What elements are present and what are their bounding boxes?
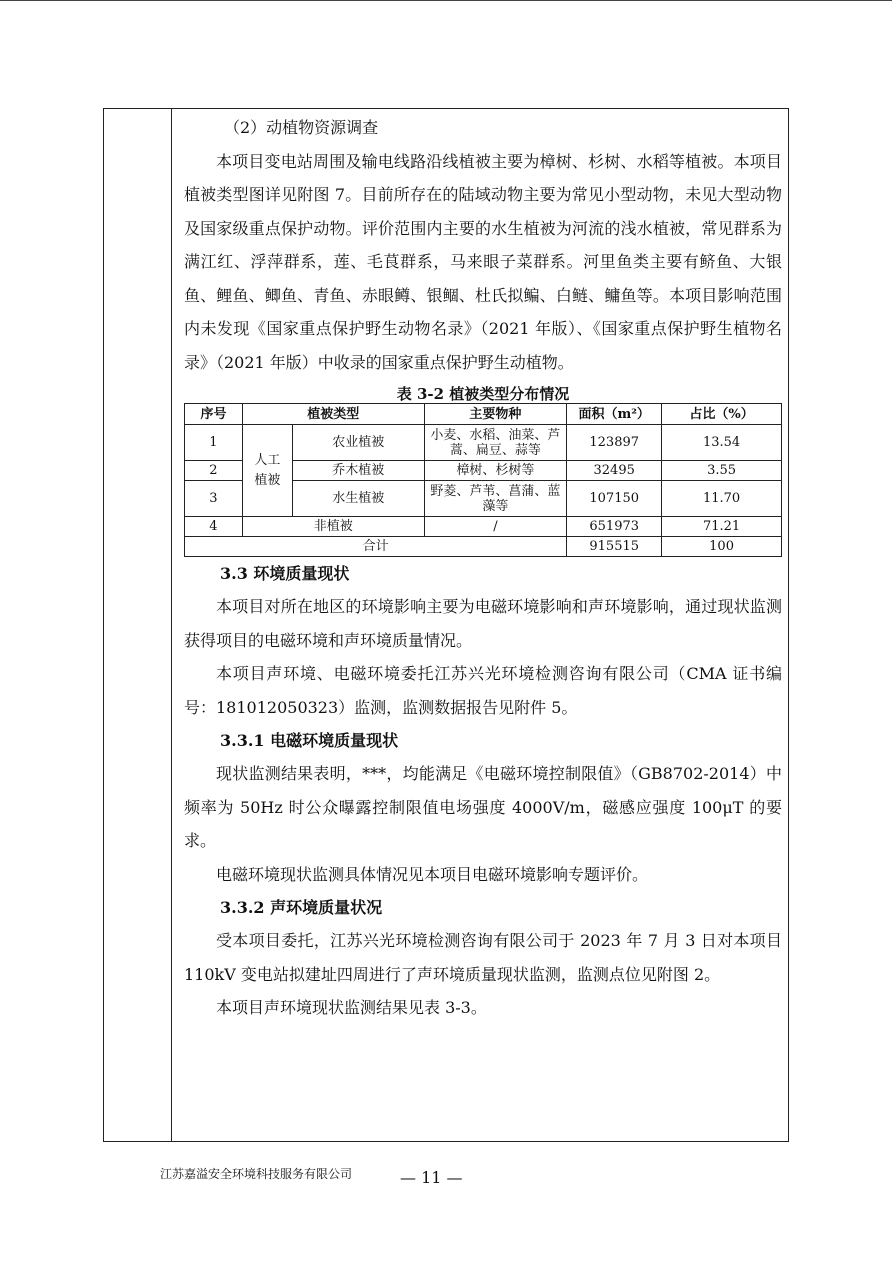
cell-species: 野菱、芦苇、菖蒲、蓝藻等 — [424, 481, 567, 517]
subsection-title: （2）动植物资源调查 — [224, 118, 379, 137]
cell-type: 乔木植被 — [292, 461, 424, 481]
cell-type: 农业植被 — [292, 425, 424, 461]
top-rule — [0, 0, 892, 1]
cell-area: 123897 — [567, 425, 662, 461]
cell-type: 非植被 — [242, 517, 424, 537]
header-type: 植被类型 — [242, 404, 424, 425]
cell-type: 水生植被 — [292, 481, 424, 517]
paragraph: 现状监测结果表明，***，均能满足《电磁环境控制限值》（GB8702-2014）中频率为 50Hz 时公众曝露控制限值电场强度 4000V/m，磁感应强度 100μT 的要求。 — [184, 764, 782, 850]
paragraph: 本项目声环境现状监测结果见表 3-3。 — [216, 998, 487, 1017]
table-row — [185, 517, 782, 537]
cell-no: 2 — [185, 461, 243, 481]
cell-ratio: 13.54 — [662, 425, 782, 461]
paragraph: 受本项目委托，江苏兴光环境检测咨询有限公司于 2023 年 7 月 3 日对本项目 110kV 变电站拟建址四周进行了声环境质量现状监测，监测点位见附图 2。 — [184, 931, 782, 984]
content-body — [184, 111, 782, 1025]
total-ratio: 100 — [662, 537, 782, 557]
table-row — [185, 425, 782, 461]
cell-no: 1 — [185, 425, 243, 461]
page-number: — 11 — — [400, 1168, 463, 1187]
cell-species: 小麦、水稻、油菜、芦蒿、扁豆、蒜等 — [424, 425, 567, 461]
header-ratio: 占比（%） — [662, 404, 782, 425]
cell-no: 3 — [185, 481, 243, 517]
total-label: 合计 — [185, 537, 567, 557]
total-area: 915515 — [567, 537, 662, 557]
paragraph: 本项目声环境、电磁环境委托江苏兴光环境检测咨询有限公司（CMA 证书编号：181012050323）监测，监测数据报告见附件 5。 — [184, 664, 782, 717]
footer-company: 江苏嘉溢安全环境科技服务有限公司 — [160, 1167, 353, 1181]
cell-area: 107150 — [567, 481, 662, 517]
cell-species: 樟树、杉树等 — [424, 461, 567, 481]
cell-species: / — [424, 517, 567, 537]
section-heading-3-3-2: 3.3.2 声环境质量状况 — [220, 898, 383, 917]
cell-ratio: 11.70 — [662, 481, 782, 517]
content-frame — [103, 108, 789, 1142]
paragraph: 电磁环境现状监测具体情况见本项目电磁环境影响专题评价。 — [216, 864, 649, 884]
header-no: 序号 — [185, 404, 243, 425]
flora-fauna-paragraph: 本项目变电站周围及输电线路沿线植被主要为樟树、杉树、水稻等植被。本项目植被类型图详见附图 7。目前所存在的陆域动物主要为常见小型动物，未见大型动物及国家级重点保护动物。评价范围内主要的水生植被为河流的浅水植被，常见群系为满江红、浮萍群系，莲、毛茛群系，马来眼子菜群系。河里鱼类主要有鲚鱼、大银鱼、鲤鱼、鲫鱼、青鱼、赤眼鳟、银鲴、杜氏拟鳊、白鲢、鳙鱼等。本项目影响范围内未发现《国家重点保护野生动物名录》（2021 年版）、《国家重点保护野生植物名录》（2021 年版）中收录的国家重点保护野生动植物。 — [184, 151, 782, 372]
table-header-row — [185, 404, 782, 425]
frame-column-divider — [171, 109, 172, 1141]
cell-area: 651973 — [567, 517, 662, 537]
vegetation-table — [184, 403, 782, 557]
table-title: 表 3-2 植被类型分布情况 — [396, 385, 570, 403]
header-area: 面积（m²） — [567, 404, 662, 425]
group-label: 人工植被 — [254, 452, 281, 488]
header-species: 主要物种 — [424, 404, 567, 425]
cell-no: 4 — [185, 517, 243, 537]
section-heading-3-3-1: 3.3.1 电磁环境质量现状 — [220, 731, 399, 750]
paragraph: 本项目对所在地区的环境影响主要为电磁环境影响和声环境影响，通过现状监测获得项目的电磁环境和声环境质量情况。 — [184, 597, 782, 650]
section-heading-3-3: 3.3 环境质量现状 — [220, 564, 350, 583]
cell-ratio: 71.21 — [662, 517, 782, 537]
cell-area: 32495 — [567, 461, 662, 481]
cell-ratio: 3.55 — [662, 461, 782, 481]
table-total-row — [185, 537, 782, 557]
cell-group — [242, 425, 292, 517]
